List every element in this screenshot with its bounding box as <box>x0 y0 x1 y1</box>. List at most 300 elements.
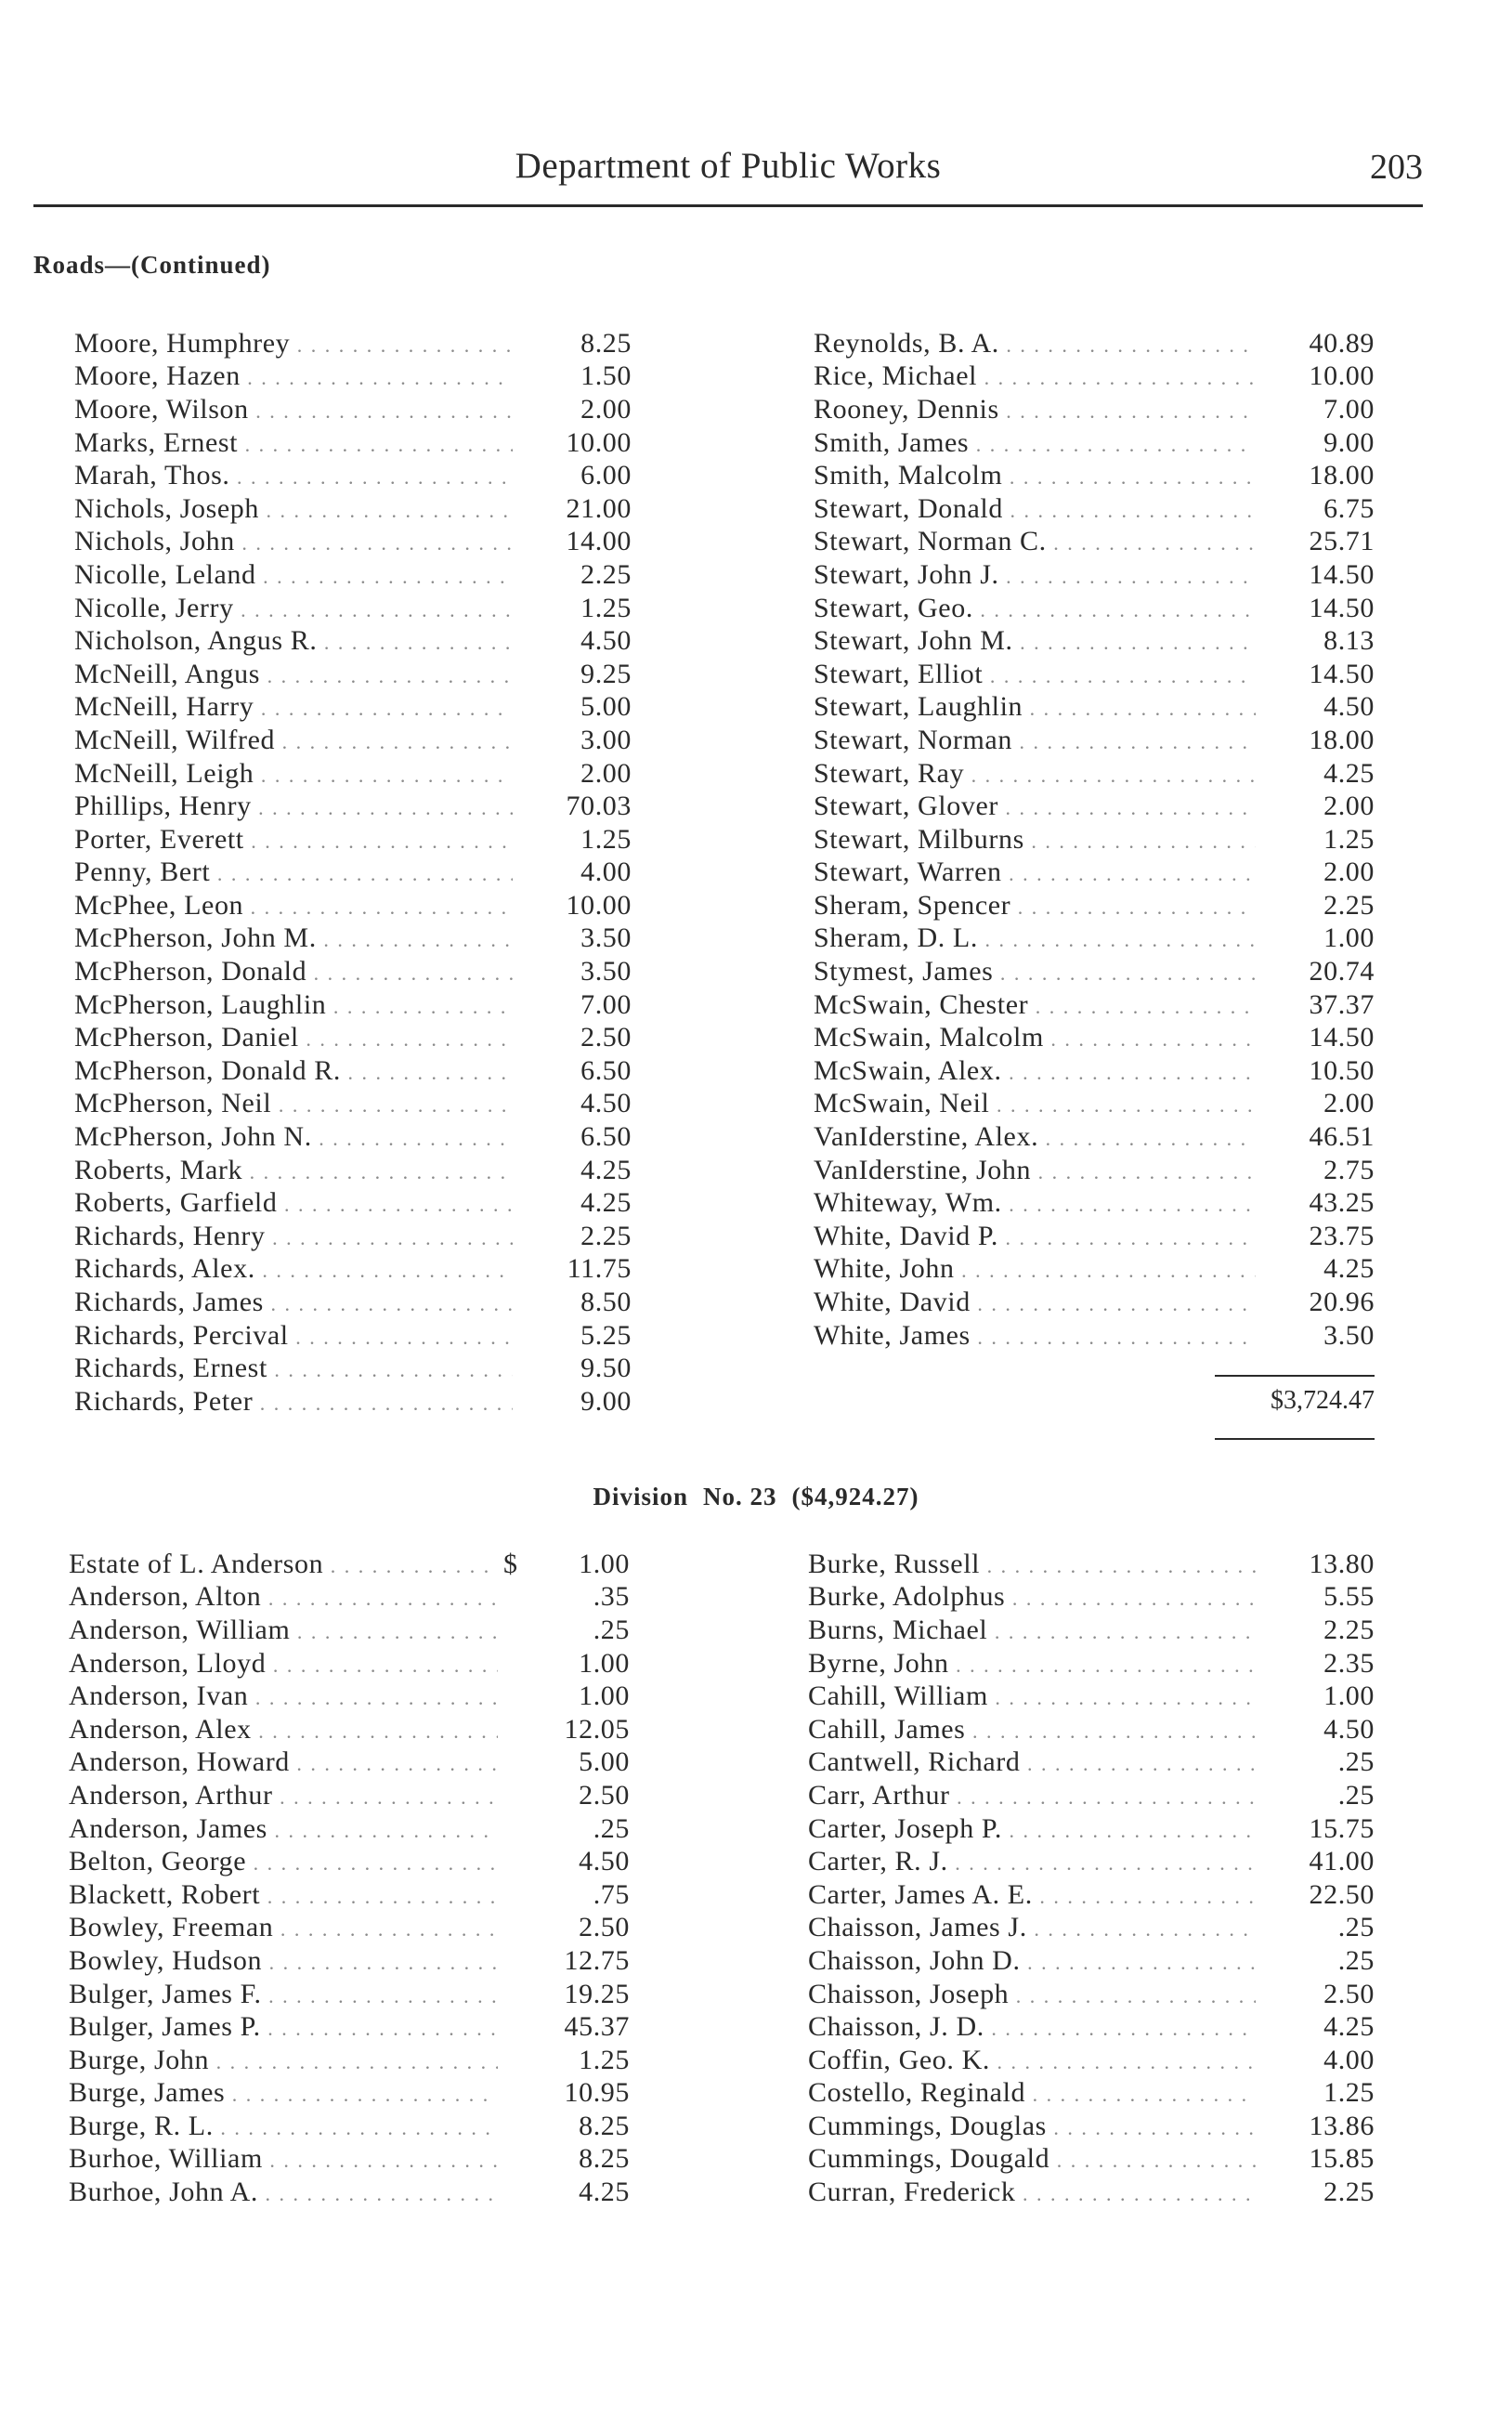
list-item <box>69 1978 630 2011</box>
roads-left-column <box>74 327 632 1419</box>
list-item <box>808 1912 1375 1945</box>
list-item <box>69 2143 630 2177</box>
entry-amount: 2.25 <box>1323 889 1375 921</box>
list-item <box>74 757 632 791</box>
entry-name: Chaisson, J. D. . . . <box>808 2011 1256 2043</box>
entry-amount: 2.50 <box>1323 1978 1375 2009</box>
total-rule-bottom <box>1215 1438 1375 1440</box>
entry-name: Phillips, Henry . . . <box>74 791 513 822</box>
entry-amount: 18.00 <box>1309 460 1375 491</box>
list-item <box>69 1812 630 1846</box>
list-item <box>69 1845 630 1878</box>
entry-amount: 4.25 <box>580 1187 632 1219</box>
entry-amount: 9.25 <box>580 658 632 689</box>
entry-amount: 4.25 <box>1323 1253 1375 1285</box>
list-item <box>814 757 1375 791</box>
list-item <box>69 2110 630 2143</box>
entry-amount: 6.50 <box>580 1121 632 1153</box>
entry-name: VanIderstine, Alex. . . . <box>814 1121 1256 1153</box>
entry-name: Chaisson, James J. . . . <box>808 1912 1256 1943</box>
entry-amount: 4.50 <box>580 1088 632 1119</box>
list-item <box>814 1253 1375 1287</box>
entry-name: Sheram, Spencer . . . <box>814 890 1256 922</box>
list-item <box>808 1878 1375 1912</box>
list-item <box>74 1253 632 1287</box>
entry-amount: 1.00 <box>579 1548 630 1579</box>
entry-name: Blackett, Robert . . . <box>69 1879 498 1911</box>
list-item <box>74 526 632 559</box>
list-item <box>74 1021 632 1054</box>
list-item <box>808 1845 1375 1878</box>
list-item <box>814 492 1375 526</box>
entry-amount: 3.50 <box>580 922 632 954</box>
list-item <box>69 2044 630 2077</box>
entry-name: Marah, Thos. . . . <box>74 460 513 491</box>
page-number: 203 <box>1370 148 1423 187</box>
list-item <box>814 1220 1375 1253</box>
entry-name: Bulger, James P. . . . <box>69 2011 498 2043</box>
list-item <box>808 2110 1375 2143</box>
list-item <box>814 592 1375 625</box>
entry-amount: 13.80 <box>1309 1548 1375 1579</box>
entry-name: Rice, Michael . . . <box>814 360 1256 392</box>
entry-name: Porter, Everett . . . <box>74 824 513 856</box>
list-item <box>808 1581 1375 1615</box>
entry-name: Nicholson, Angus R. . . . <box>74 625 513 657</box>
list-item <box>69 2176 630 2209</box>
entry-amount: 8.13 <box>1323 625 1375 657</box>
entry-amount: 13.86 <box>1309 2110 1375 2141</box>
list-item <box>814 724 1375 757</box>
list-item <box>74 691 632 725</box>
division-total: ($4,924.27) <box>791 1483 919 1510</box>
entry-amount: 2.50 <box>579 1912 630 1943</box>
list-item <box>814 558 1375 592</box>
entry-name: Carter, James A. E. . . . <box>808 1879 1256 1911</box>
entry-amount: 4.00 <box>1323 2044 1375 2075</box>
entry-amount: 22.50 <box>1309 1878 1375 1910</box>
entry-name: McNeill, Angus . . . <box>74 659 513 690</box>
list-item <box>74 955 632 988</box>
entry-name: Curran, Frederick . . . <box>808 2177 1256 2208</box>
entry-amount: 8.25 <box>580 327 632 359</box>
entry-amount: 8.50 <box>580 1287 632 1318</box>
list-item <box>69 1713 630 1746</box>
list-item <box>74 790 632 823</box>
entry-name: Richards, Peter . . . <box>74 1386 513 1418</box>
entry-amount: 14.50 <box>1309 658 1375 689</box>
entry-amount: 4.00 <box>580 856 632 888</box>
entry-amount: 3.50 <box>580 956 632 987</box>
list-item <box>814 823 1375 856</box>
entry-name: Roberts, Garfield . . . <box>74 1187 513 1219</box>
entry-amount: 70.03 <box>566 791 632 822</box>
list-item <box>69 1548 630 1581</box>
entry-amount: 10.50 <box>1309 1054 1375 1086</box>
list-item <box>74 360 632 394</box>
division-right-column <box>808 1548 1375 2209</box>
list-item <box>814 459 1375 492</box>
entry-amount: 4.50 <box>580 625 632 657</box>
entry-amount: 14.00 <box>566 526 632 557</box>
entry-amount: 14.50 <box>1309 1022 1375 1053</box>
entry-name: Anderson, Howard . . . <box>69 1746 498 1778</box>
entry-name: McPhee, Leon . . . <box>74 890 513 922</box>
entry-name: Richards, Percival . . . <box>74 1320 513 1352</box>
entry-amount: .75 <box>593 1878 630 1910</box>
entry-amount: 18.00 <box>1309 724 1375 755</box>
entry-amount: 37.37 <box>1309 988 1375 1020</box>
entry-name: Burhoe, William . . . <box>69 2143 498 2175</box>
entry-amount: 10.00 <box>566 426 632 458</box>
list-item <box>69 1614 630 1647</box>
entry-amount: 45.37 <box>564 2011 630 2043</box>
list-item <box>74 889 632 922</box>
list-item <box>814 360 1375 394</box>
entry-amount: 2.35 <box>1323 1647 1375 1679</box>
entry-amount: 15.75 <box>1309 1812 1375 1844</box>
entry-name: Carr, Arthur . . . <box>808 1780 1256 1811</box>
entry-amount: 8.25 <box>579 2110 630 2141</box>
entry-name: White, David . . . <box>814 1287 1256 1318</box>
entry-name: McPherson, John N. . . . <box>74 1121 513 1153</box>
entry-amount: .25 <box>593 1614 630 1645</box>
list-item <box>74 1120 632 1154</box>
list-item <box>814 624 1375 658</box>
list-item <box>808 1812 1375 1846</box>
entry-name: Belton, George . . . <box>69 1846 498 1877</box>
entry-amount: .25 <box>593 1812 630 1844</box>
list-item <box>814 790 1375 823</box>
entry-name: Coffin, Geo. K. . . . <box>808 2045 1256 2076</box>
entry-amount: 7.00 <box>580 988 632 1020</box>
entry-amount: 4.25 <box>1323 2011 1375 2043</box>
entry-amount: 2.25 <box>1323 2177 1375 2208</box>
entry-amount: 4.25 <box>579 2177 630 2208</box>
entry-amount: 20.74 <box>1309 956 1375 987</box>
entry-name: Bowley, Hudson . . . <box>69 1945 498 1977</box>
list-item <box>74 1385 632 1419</box>
entry-amount: 4.25 <box>580 1154 632 1185</box>
list-item <box>74 1220 632 1253</box>
entry-amount: 4.50 <box>1323 1713 1375 1745</box>
entry-name: Nicolle, Leland . . . <box>74 559 513 591</box>
entry-amount: 2.75 <box>1323 1154 1375 1185</box>
list-item <box>808 2077 1375 2111</box>
list-item <box>69 2010 630 2044</box>
list-item <box>814 1021 1375 1054</box>
entry-name: Costello, Reginald . . . <box>808 2077 1256 2109</box>
entry-name: Stewart, Warren . . . <box>814 856 1256 888</box>
entry-amount: 1.25 <box>1323 823 1375 855</box>
entry-name: Cummings, Douglas . . . <box>808 2111 1256 2142</box>
entry-name: White, John . . . <box>814 1253 1256 1285</box>
entry-amount: 41.00 <box>1309 1846 1375 1877</box>
list-item <box>814 426 1375 460</box>
entry-name: Richards, Alex. . . . <box>74 1253 513 1285</box>
entry-name: Anderson, Ivan . . . <box>69 1680 498 1712</box>
entry-amount: 14.50 <box>1309 558 1375 590</box>
entry-name: Cummings, Dougald . . . <box>808 2143 1256 2175</box>
total-rule-top <box>1215 1375 1375 1377</box>
entry-amount: 7.00 <box>1323 393 1375 425</box>
entry-name: McNeill, Leigh . . . <box>74 758 513 790</box>
list-item <box>74 592 632 625</box>
entry-name: Stewart, John M. . . . <box>814 625 1256 657</box>
entry-amount: 14.50 <box>1309 592 1375 623</box>
entry-name: Nichols, Joseph . . . <box>74 493 513 525</box>
list-item <box>808 2044 1375 2077</box>
list-item <box>808 1614 1375 1647</box>
entry-name: Anderson, William . . . <box>69 1615 498 1646</box>
division-left-column <box>69 1548 630 2209</box>
entry-name: Stewart, Donald . . . <box>814 493 1256 525</box>
entry-name: Burge, R. L. . . . <box>69 2111 498 2142</box>
list-item <box>808 2143 1375 2177</box>
entry-name: McNeill, Wilfred . . . <box>74 725 513 756</box>
list-item <box>74 922 632 956</box>
list-item <box>74 1186 632 1220</box>
entry-amount: 6.50 <box>580 1054 632 1086</box>
list-item <box>74 492 632 526</box>
entry-name: Bowley, Freeman . . . <box>69 1912 498 1943</box>
entry-amount: 5.25 <box>580 1319 632 1351</box>
entry-name: Richards, Henry . . . <box>74 1221 513 1252</box>
list-item <box>808 1713 1375 1746</box>
list-item <box>69 1944 630 1978</box>
entry-name: VanIderstine, John . . . <box>814 1155 1256 1186</box>
list-item <box>814 1286 1375 1319</box>
list-item <box>74 658 632 691</box>
entry-amount: 1.50 <box>580 360 632 392</box>
list-item <box>69 1779 630 1812</box>
entry-name: Cahill, William . . . <box>808 1680 1256 1712</box>
list-item <box>814 922 1375 956</box>
entry-amount: 1.00 <box>1323 922 1375 954</box>
entry-amount: 5.55 <box>1323 1581 1375 1613</box>
list-item <box>69 2077 630 2111</box>
entry-name: Marks, Ernest . . . <box>74 427 513 459</box>
entry-name: McSwain, Malcolm . . . <box>814 1022 1256 1053</box>
entry-amount: .25 <box>1337 1912 1375 1943</box>
division-number: No. 23 <box>703 1483 777 1510</box>
entry-name: Burge, John . . . <box>69 2045 498 2076</box>
entry-amount: 11.75 <box>567 1253 632 1285</box>
entry-amount: 40.89 <box>1309 327 1375 359</box>
entry-amount: 2.25 <box>580 1220 632 1251</box>
entry-amount: 9.00 <box>580 1385 632 1417</box>
entry-name: Stewart, John J. . . . <box>814 559 1256 591</box>
entry-name: Stewart, Laughlin . . . <box>814 691 1256 723</box>
entry-amount: 2.00 <box>580 393 632 425</box>
list-item <box>74 1088 632 1121</box>
entry-name: McPherson, Neil . . . <box>74 1088 513 1119</box>
list-item <box>74 426 632 460</box>
entry-name: Stewart, Geo. . . . <box>814 593 1256 624</box>
list-item <box>808 1548 1375 1581</box>
entry-name: Stewart, Norman . . . <box>814 725 1256 756</box>
list-item <box>808 1647 1375 1680</box>
list-item <box>814 691 1375 725</box>
currency-symbol: $ <box>503 1548 518 1579</box>
roads-right-column <box>814 327 1375 1352</box>
entry-amount: 5.00 <box>580 691 632 723</box>
entry-name: Stewart, Norman C. . . . <box>814 526 1256 557</box>
entry-name: Whiteway, Wm. . . . <box>814 1187 1256 1219</box>
entry-name: McSwain, Neil . . . <box>814 1088 1256 1119</box>
entry-name: Stewart, Milburns . . . <box>814 824 1256 856</box>
entry-amount: 2.00 <box>1323 1088 1375 1119</box>
entry-amount: 1.00 <box>579 1680 630 1712</box>
entry-amount: 1.00 <box>1323 1680 1375 1712</box>
entry-name: Richards, James . . . <box>74 1287 513 1318</box>
entry-amount: 19.25 <box>564 1978 630 2009</box>
entry-amount: 8.25 <box>579 2143 630 2175</box>
list-item <box>814 1319 1375 1353</box>
entry-name: Carter, Joseph P. . . . <box>808 1813 1256 1845</box>
list-item <box>74 1286 632 1319</box>
entry-amount: 10.00 <box>1309 360 1375 392</box>
entry-name: Richards, Ernest . . . <box>74 1353 513 1384</box>
entry-name: Cantwell, Richard . . . <box>808 1746 1256 1778</box>
entry-amount: 20.96 <box>1309 1287 1375 1318</box>
list-item <box>74 1054 632 1088</box>
entry-name: Chaisson, Joseph . . . <box>808 1979 1256 2010</box>
list-item <box>69 1878 630 1912</box>
entry-name: Nichols, John . . . <box>74 526 513 557</box>
list-item <box>69 1647 630 1680</box>
entry-name: Sheram, D. L. . . . <box>814 922 1256 954</box>
list-item <box>74 459 632 492</box>
entry-amount: 1.25 <box>579 2044 630 2075</box>
entry-name: Nicolle, Jerry . . . <box>74 593 513 624</box>
entry-name: McNeill, Harry . . . <box>74 691 513 723</box>
entry-amount: 12.75 <box>564 1944 630 1976</box>
roads-total: $3,724.47 <box>1271 1386 1375 1415</box>
entry-name: Anderson, Alex . . . <box>69 1714 498 1746</box>
page-title: Department of Public Works <box>515 146 942 186</box>
entry-amount: 1.25 <box>580 592 632 623</box>
entry-name: Burge, James . . . <box>69 2077 498 2109</box>
list-item <box>814 856 1375 890</box>
entry-amount: 2.00 <box>580 757 632 789</box>
entry-amount: 25.71 <box>1309 526 1375 557</box>
entry-amount: 10.95 <box>564 2077 630 2109</box>
list-item <box>74 624 632 658</box>
entry-name: McPherson, Donald . . . <box>74 956 513 987</box>
entry-amount: 4.50 <box>579 1846 630 1877</box>
entry-name: Chaisson, John D. . . . <box>808 1945 1256 1977</box>
list-item <box>814 327 1375 360</box>
list-item <box>814 955 1375 988</box>
list-item <box>814 1054 1375 1088</box>
list-item <box>814 393 1375 426</box>
entry-amount: 23.75 <box>1309 1220 1375 1251</box>
list-item <box>74 327 632 360</box>
entry-name: Reynolds, B. A. . . . <box>814 328 1256 360</box>
entry-amount: 46.51 <box>1309 1121 1375 1153</box>
entry-name: Anderson, Alton . . . <box>69 1581 498 1613</box>
list-item <box>808 1944 1375 1978</box>
list-item <box>808 1680 1375 1713</box>
list-item <box>69 1680 630 1713</box>
list-item <box>74 1352 632 1385</box>
list-item <box>69 1912 630 1945</box>
list-item <box>74 1154 632 1187</box>
entry-name: McPherson, Daniel . . . <box>74 1022 513 1053</box>
entry-amount: 21.00 <box>566 492 632 524</box>
list-item <box>814 1186 1375 1220</box>
list-item <box>814 658 1375 691</box>
entry-amount: 1.25 <box>1323 2077 1375 2109</box>
page-header <box>33 139 1423 207</box>
entry-amount: 10.00 <box>566 889 632 921</box>
entry-name: Stewart, Ray . . . <box>814 758 1256 790</box>
entry-name: Moore, Hazen . . . <box>74 360 513 392</box>
entry-name: Moore, Wilson . . . <box>74 394 513 425</box>
list-item <box>74 1319 632 1353</box>
entry-amount: 43.25 <box>1309 1187 1375 1219</box>
entry-amount: 2.00 <box>1323 791 1375 822</box>
entry-name: Byrne, John . . . <box>808 1648 1256 1680</box>
list-item <box>808 2010 1375 2044</box>
entry-amount: 3.00 <box>580 724 632 755</box>
list-item <box>808 1978 1375 2011</box>
entry-name: McPherson, Laughlin . . . <box>74 989 513 1021</box>
entry-amount: 3.50 <box>1323 1319 1375 1351</box>
entry-amount: 1.00 <box>579 1647 630 1679</box>
entry-name: Anderson, Lloyd . . . <box>69 1648 498 1680</box>
entry-name: Cahill, James . . . <box>808 1714 1256 1746</box>
list-item <box>69 1581 630 1615</box>
entry-amount: 9.00 <box>1323 426 1375 458</box>
list-item <box>808 1779 1375 1812</box>
list-item <box>69 1746 630 1780</box>
entry-name: Estate of L. Anderson . . . <box>69 1549 498 1580</box>
list-item <box>74 988 632 1022</box>
entry-amount: 6.75 <box>1323 492 1375 524</box>
entry-name: Carter, R. J. . . . <box>808 1846 1256 1877</box>
section-heading: Roads—(Continued) <box>33 251 271 279</box>
entry-name: Bulger, James F. . . . <box>69 1979 498 2010</box>
entry-name: Burns, Michael . . . <box>808 1615 1256 1646</box>
entry-name: Penny, Bert . . . <box>74 856 513 888</box>
entry-amount: 2.00 <box>1323 856 1375 888</box>
entry-name: Burke, Russell . . . <box>808 1549 1256 1580</box>
entry-amount: 2.50 <box>580 1022 632 1053</box>
list-item <box>814 1088 1375 1121</box>
list-item <box>74 393 632 426</box>
entry-name: Smith, James . . . <box>814 427 1256 459</box>
entry-amount: 12.05 <box>564 1713 630 1745</box>
list-item <box>74 823 632 856</box>
list-item <box>814 1120 1375 1154</box>
list-item <box>814 889 1375 922</box>
entry-name: Stewart, Glover . . . <box>814 791 1256 822</box>
entry-amount: .25 <box>1337 1944 1375 1976</box>
entry-amount: 5.00 <box>579 1746 630 1778</box>
entry-amount: 4.25 <box>1323 757 1375 789</box>
division-label: Division <box>593 1483 689 1510</box>
entry-amount: .35 <box>593 1581 630 1613</box>
entry-name: White, David P. . . . <box>814 1221 1256 1252</box>
entry-name: McSwain, Alex. . . . <box>814 1055 1256 1087</box>
entry-name: McSwain, Chester . . . <box>814 989 1256 1021</box>
entry-amount: 15.85 <box>1309 2143 1375 2175</box>
list-item <box>74 558 632 592</box>
list-item <box>808 2176 1375 2209</box>
entry-name: McPherson, John M. . . . <box>74 922 513 954</box>
